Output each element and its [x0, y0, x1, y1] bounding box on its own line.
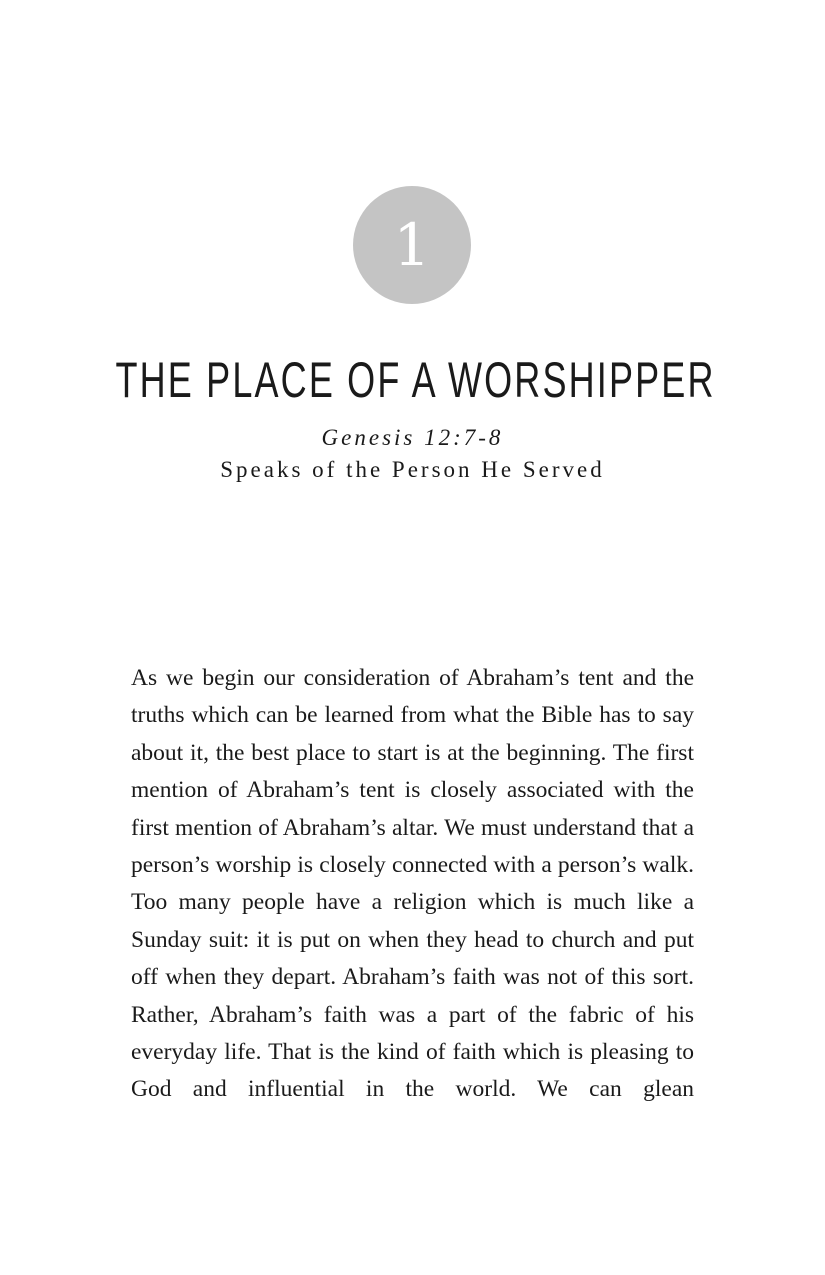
scripture-reference: Genesis 12:7-8	[321, 425, 504, 450]
body-paragraph: As we begin our consideration of Abraham’s tent and the truths which can be learned from what the Bible has to say about it, the best place to start is at the beginning. The first mention of Abraham’s tent is closely associated with the first mention of Abraham’s altar. We must understand that a person’s worship is closely connected with a person’s walk. Too many people have a religion which is much like a Sunday suit: it is put on when they head to church and put off when they depart. Abraham’s faith was not of this sort. Rather, Abraham’s faith was a part of the fabric of his everyday life. That is the kind of faith which is pleasing to God and influential in the world. We can glean	[131, 665, 694, 1103]
chapter-number: 1	[393, 211, 431, 279]
chapter-title: THE PLACE OF A WORSHIPPER	[115, 352, 716, 408]
chapter-number-badge	[353, 186, 471, 304]
chapter-subtitle: Speaks of the Person He Served	[220, 457, 605, 482]
